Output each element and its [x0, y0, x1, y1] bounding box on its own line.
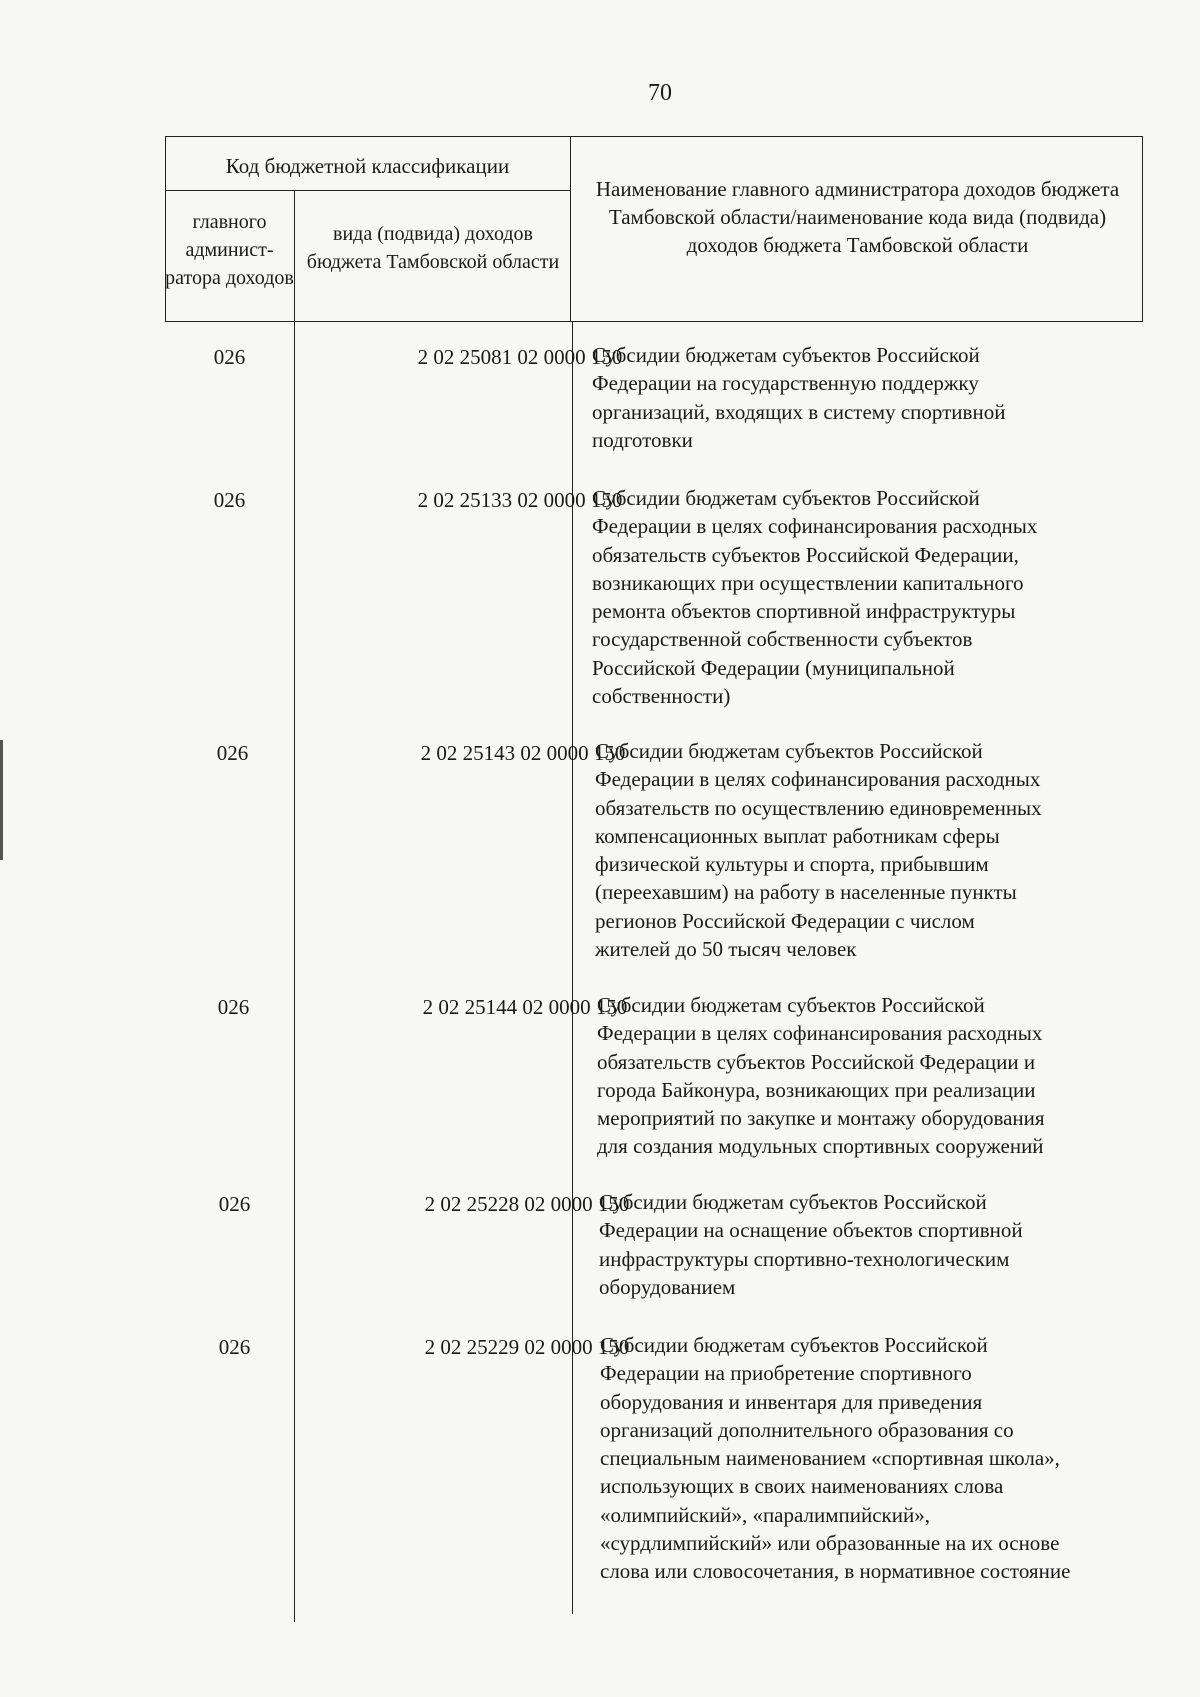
revenue-description: Субсидии бюджетам субъектов Российской Федерации в целях софинансирования расходных обязательств субъектов Российской Федерации, возникающих при осуществлении капитального ремонта объектов спортивной инфраструктуры государственной собственности субъектов Российской Федерации (муниципальной собственности) [592, 486, 1038, 709]
admin-code: 026 [213, 488, 246, 512]
header-col-name: Наименование главного администратора доходов бюджета Тамбовской области/наименование кода вида (подвида) доходов бюджета Тамбовской области [595, 177, 1120, 257]
column-divider-1 [294, 322, 295, 1622]
admin-code: 026 [217, 995, 250, 1019]
revenue-description: Субсидии бюджетам субъектов Российской Федерации в целях софинансирования расходных обязательств субъектов Российской Федерации и города Байконура, возникающих при реализации мероприятий по закупке и монтажу оборудования для создания модульных спортивных сооружений [597, 993, 1045, 1159]
revenue-description: Субсидии бюджетам субъектов Российской Федерации в целях софинансирования расходных обязательств по осуществлению единовременных компенсационных выплат работникам сферы физической культуры и спорта, прибывшим (переехавшим) на работу в населенные пункты регионов Российской Федерации с числом жителей до 50 тысяч человек [595, 739, 1042, 962]
admin-code: 026 [216, 741, 249, 765]
page-number: 70 [648, 80, 672, 106]
revenue-description: Субсидии бюджетам субъектов Российской Федерации на оснащение объектов спортивной инфраструктуры спортивно-технологическим оборудованием [599, 1190, 1023, 1299]
header-group-title: Код бюджетной классификации [225, 154, 510, 178]
revenue-code: 2 02 25143 02 0000 150 [420, 741, 626, 765]
admin-code: 026 [218, 1335, 251, 1359]
revenue-code: 2 02 25133 02 0000 150 [417, 488, 623, 512]
revenue-description: Субсидии бюджетам субъектов Российской Федерации на государственную поддержку организаций, входящих в систему спортивной подготовки [592, 343, 1006, 452]
header-divider-vertical [570, 136, 571, 322]
admin-code: 026 [213, 345, 246, 369]
revenue-code: 2 02 25228 02 0000 150 [424, 1192, 630, 1216]
revenue-code: 2 02 25144 02 0000 150 [422, 995, 628, 1019]
scan-edge-artifact [0, 740, 3, 860]
header-col-code: вида (подвида) доходов бюджета Тамбовской области [306, 223, 560, 273]
admin-code: 026 [218, 1192, 251, 1216]
column-divider-2 [572, 322, 573, 1614]
header-col-admin: главного админист-ратора доходов [165, 211, 294, 289]
revenue-code: 2 02 25081 02 0000 150 [417, 345, 623, 369]
revenue-code: 2 02 25229 02 0000 150 [424, 1335, 630, 1359]
revenue-description: Субсидии бюджетам субъектов Российской Федерации на приобретение спортивного оборудования и инвентаря для приведения организаций дополнительного образования со специальным наименованием «спортивная школа», использующих в своих наименованиях слова «олимпийский», «паралимпийский», «сурдлимпийский» или образованные на их основе слова или словосочетания, в нормативное состояние [600, 1333, 1071, 1584]
header-subdivider-vertical [294, 190, 295, 322]
header-divider-horizontal [165, 190, 570, 191]
